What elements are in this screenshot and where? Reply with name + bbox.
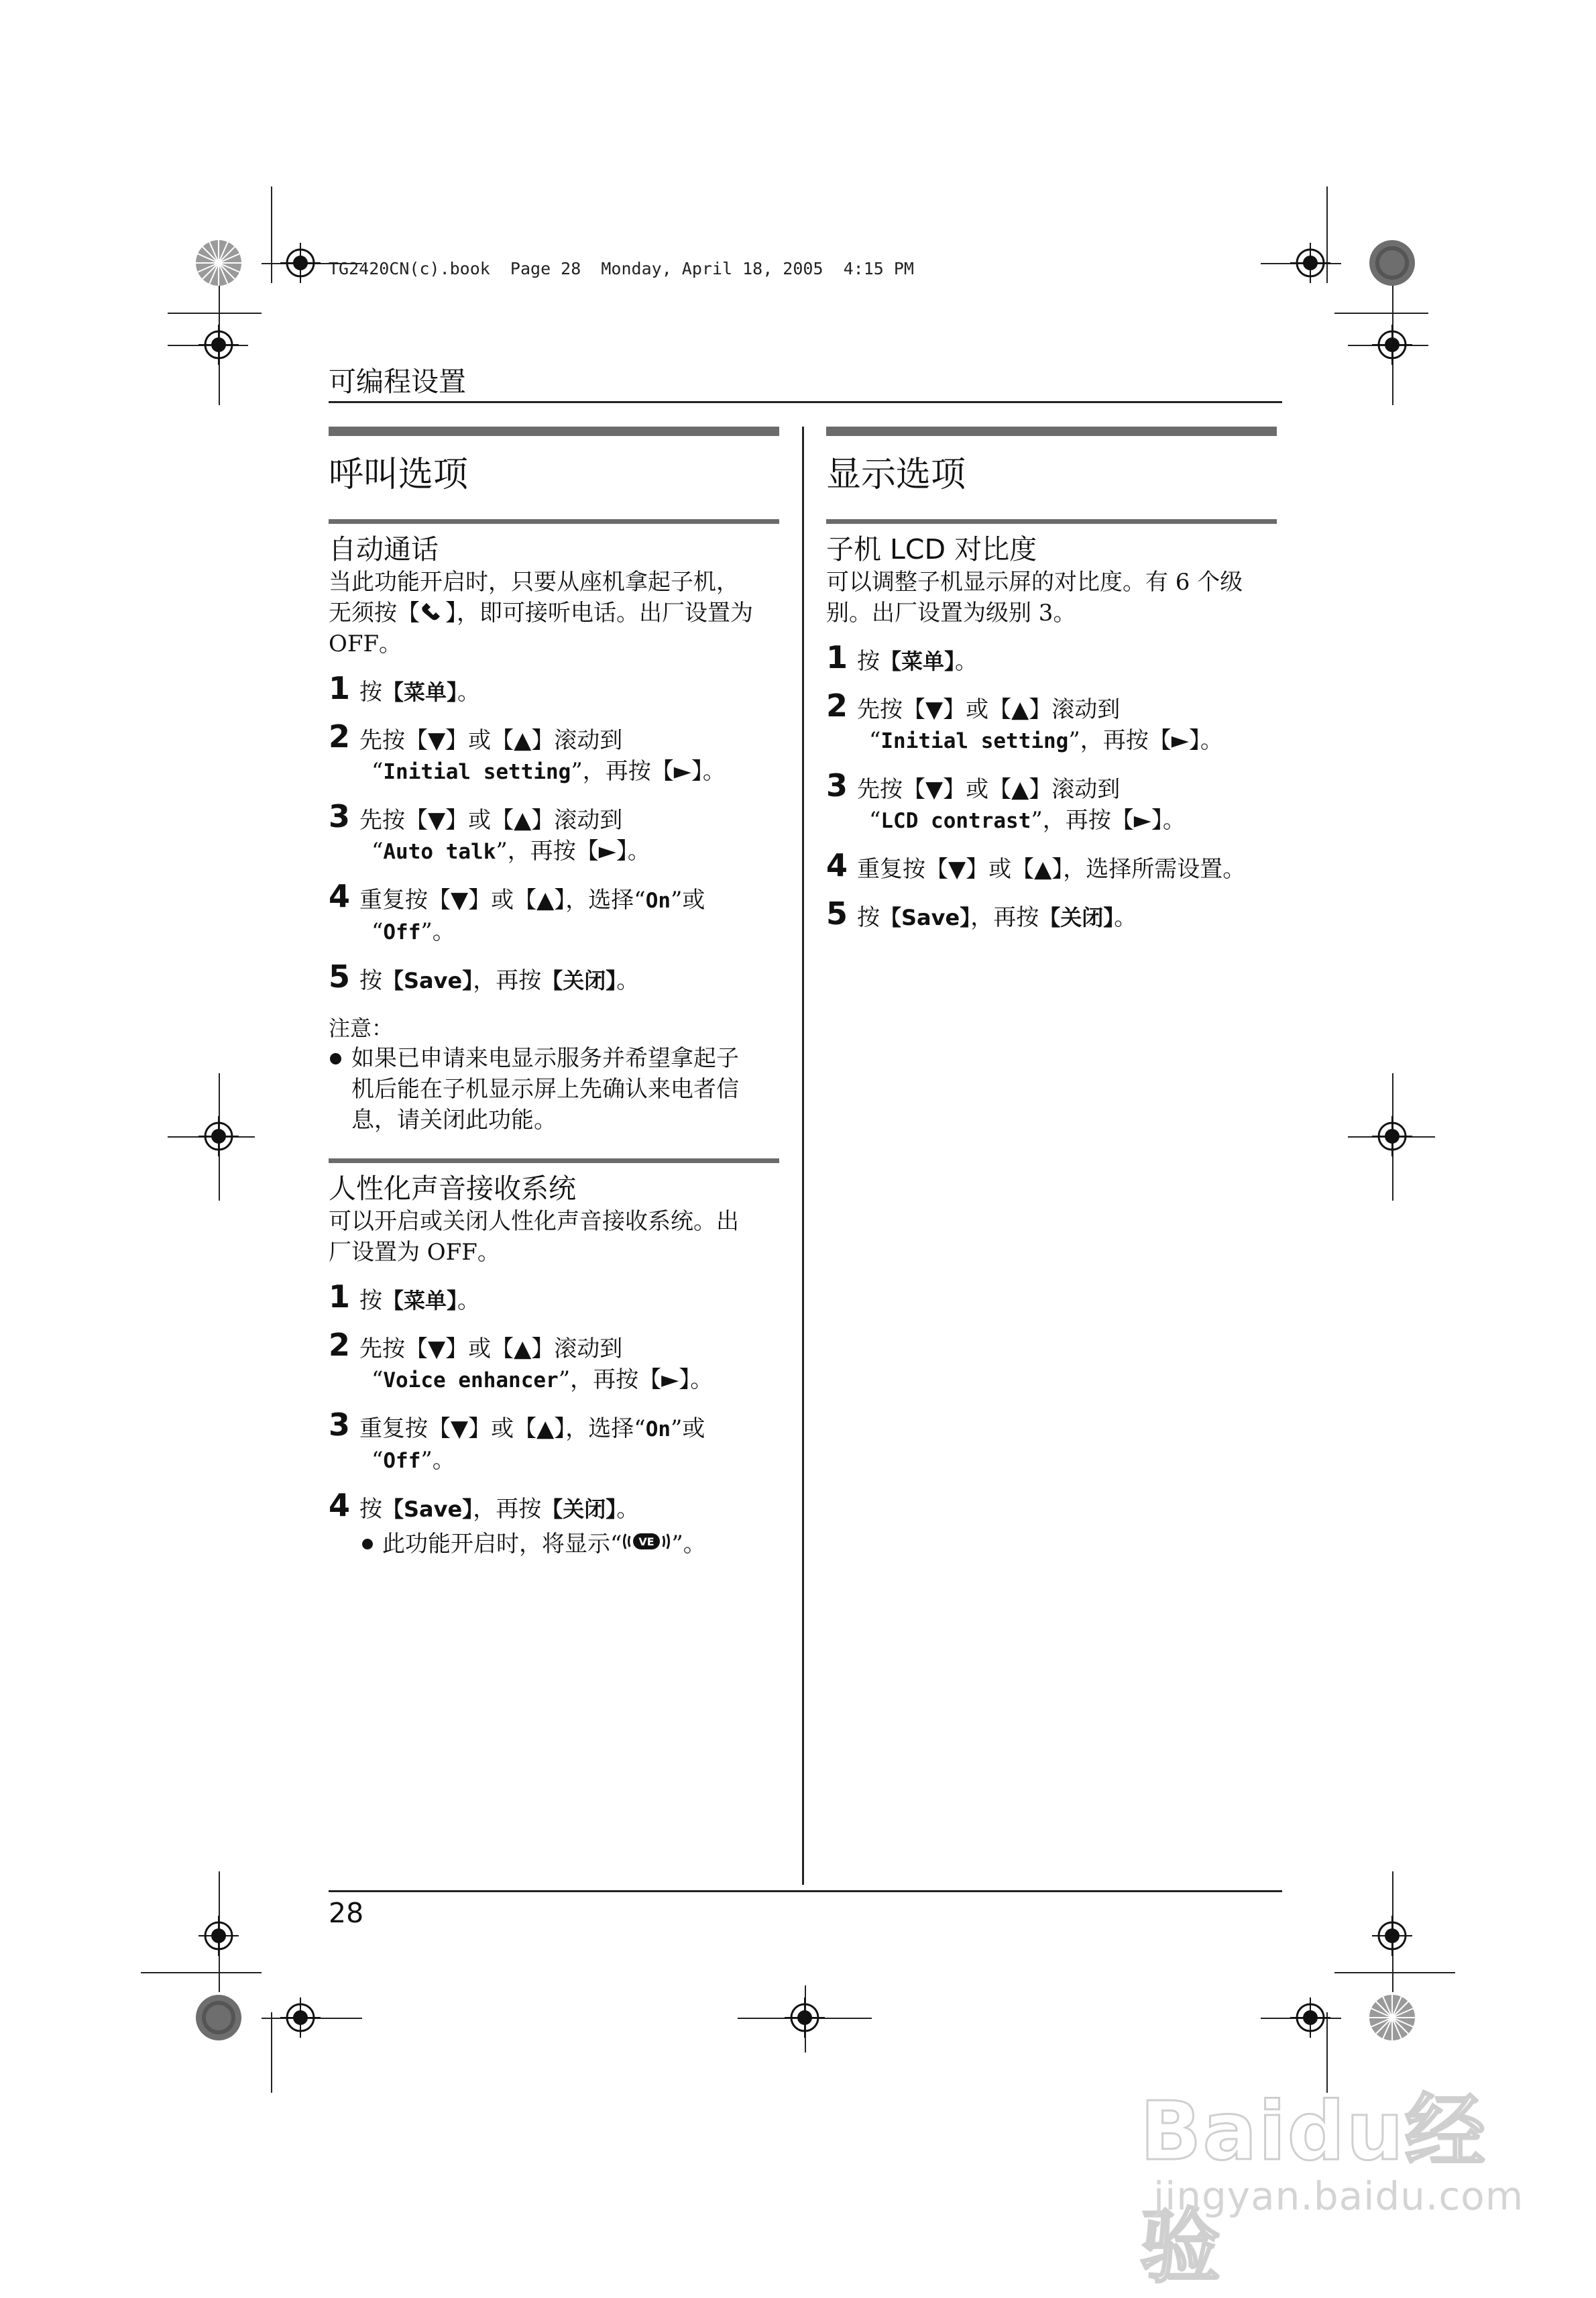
registration-mark-icon xyxy=(1372,325,1412,365)
step-text: 按 xyxy=(359,1287,382,1314)
step-text: ”。 xyxy=(420,1447,455,1474)
subsection-rule xyxy=(329,1158,779,1163)
step-item xyxy=(329,1327,779,1396)
watermark xyxy=(1140,2067,1524,2294)
step-number: 3 xyxy=(826,767,848,804)
crop-mark xyxy=(168,313,262,314)
step-item xyxy=(329,878,779,948)
step-text: 先按【▼】或【▲】滚动到 xyxy=(857,776,1121,803)
step-item xyxy=(329,959,779,996)
step-number: 2 xyxy=(329,1327,351,1363)
step-number: 3 xyxy=(329,1407,351,1443)
step-text: 。 xyxy=(616,967,640,994)
key-label: 【Save】 xyxy=(382,968,473,993)
step-text: 按 xyxy=(359,679,382,706)
step-item xyxy=(826,847,1277,885)
registration-mark-icon xyxy=(1290,1998,1330,2038)
subsection-rule xyxy=(826,519,1277,524)
step-text: ”，再按【►】。 xyxy=(1068,727,1223,754)
step-text: 。 xyxy=(955,648,978,675)
bullet-icon xyxy=(362,1539,373,1549)
key-label: 【关闭】 xyxy=(541,1496,617,1522)
lcd-description xyxy=(826,567,1277,628)
step-text: 先按【▼】或【▲】滚动到 xyxy=(359,727,623,754)
step-item xyxy=(329,1487,779,1561)
registration-mark-icon xyxy=(198,325,239,365)
step-line xyxy=(359,1494,779,1525)
step-line xyxy=(359,836,779,867)
step-text: ，再按 xyxy=(970,904,1039,931)
step-text: 。 xyxy=(457,679,481,706)
step-number: 1 xyxy=(329,670,351,706)
step-number: 3 xyxy=(329,798,351,834)
display-text: Initial setting xyxy=(880,729,1069,753)
step-text: 按 xyxy=(359,967,382,994)
step-text: ”，再按【►】。 xyxy=(571,758,726,785)
registration-mark-icon xyxy=(198,1916,239,1956)
desc-line: 当此功能开启时，只要从座机拿起子机， xyxy=(329,569,739,596)
column-divider xyxy=(802,427,804,1885)
auto-talk-description xyxy=(329,567,779,659)
subsection-rule xyxy=(329,519,779,524)
step-number: 5 xyxy=(329,959,351,995)
step-text: 重复按【▼】或【▲】，选择“ xyxy=(359,1415,646,1442)
display-text: Voice enhancer xyxy=(383,1368,559,1392)
step-number: 2 xyxy=(329,718,351,755)
desc-line xyxy=(329,598,779,628)
step-text: “ xyxy=(372,758,384,785)
step-item xyxy=(826,639,1277,677)
subsection-title-lcd-contrast: 子机 LCD 对比度 xyxy=(826,533,1037,565)
step-line xyxy=(359,916,779,948)
note-bullet xyxy=(329,1043,779,1136)
registration-mark-icon xyxy=(1372,1916,1412,1956)
step-text: “ xyxy=(372,1447,384,1474)
step-line xyxy=(359,1364,779,1396)
step-number: 4 xyxy=(329,878,351,914)
desc-line: 别。出厂设置为级别 3。 xyxy=(826,600,1076,626)
step-item xyxy=(329,1278,779,1316)
step-text: 先按【▼】或【▲】滚动到 xyxy=(857,696,1121,723)
step-text: 。 xyxy=(457,1287,481,1314)
registration-mark-icon xyxy=(1372,1116,1412,1156)
color-target-icon xyxy=(194,239,243,287)
registration-mark-icon xyxy=(280,243,321,283)
desc-line: 可以调整子机显示屏的对比度。有 6 个级 xyxy=(826,569,1243,596)
desc-line: OFF。 xyxy=(329,631,402,657)
page-header: 可编程设置 xyxy=(329,366,466,398)
color-target-icon xyxy=(1368,1993,1416,2042)
key-label: 【关闭】 xyxy=(1039,905,1115,930)
section-bar xyxy=(826,427,1277,436)
section-title-display-options: 显示选项 xyxy=(826,455,966,495)
voice-enhancer-icon xyxy=(622,1530,671,1561)
key-label: 【菜单】 xyxy=(880,649,956,674)
step-item xyxy=(826,767,1277,836)
watermark-brand: Baidu经验 xyxy=(1140,2085,1487,2294)
crop-mark xyxy=(1334,1972,1455,1973)
desc-line: 可以开启或关闭人性化声音接收系统。出 xyxy=(329,1208,739,1235)
step-item xyxy=(329,718,779,787)
step-text: “ xyxy=(372,918,384,945)
step-line xyxy=(857,725,1277,757)
crop-mark xyxy=(271,2012,272,2093)
step-text: 重复按【▼】或【▲】，选择所需设置。 xyxy=(857,856,1246,883)
note-title: 注意： xyxy=(329,1016,394,1041)
step-text: “ xyxy=(869,807,881,834)
step-text: 重复按【▼】或【▲】，选择“ xyxy=(359,887,646,914)
step-number: 4 xyxy=(826,847,848,883)
header-rule xyxy=(329,401,1282,403)
step-text: ”。 xyxy=(420,918,455,945)
key-label: 【关闭】 xyxy=(541,968,617,993)
step-number: 2 xyxy=(826,688,848,724)
display-text: On xyxy=(645,889,671,913)
note-line: 如果已申请来电显示服务并希望拿起子 xyxy=(351,1045,739,1072)
footer-rule xyxy=(329,1890,1282,1892)
step-text: 。 xyxy=(1114,904,1137,931)
crop-mark xyxy=(271,186,272,283)
step-text: 按 xyxy=(857,648,880,675)
step-number: 1 xyxy=(826,639,848,675)
desc-text: 无须按【 xyxy=(329,600,420,626)
section-title-call-options: 呼叫选项 xyxy=(329,455,469,495)
key-label: 【菜单】 xyxy=(382,1288,458,1313)
step-bullet xyxy=(359,1529,779,1561)
step-text: ，再按 xyxy=(473,1496,542,1523)
registration-mark-icon xyxy=(280,1998,321,2038)
registration-mark-icon xyxy=(1290,243,1330,283)
file-info: TG2420CN(c).book Page 28 Monday, April 18, 2005 4:15 PM xyxy=(329,259,914,278)
step-text: ”。 xyxy=(671,1531,706,1557)
step-text: ”，再按【►】。 xyxy=(1031,807,1186,834)
step-text: ”，再按【►】。 xyxy=(496,838,650,865)
right-column xyxy=(826,427,1277,933)
step-text: 先按【▼】或【▲】滚动到 xyxy=(359,1335,623,1362)
registration-mark-icon xyxy=(785,1998,825,2038)
display-text: Off xyxy=(383,1449,421,1473)
step-text: “ xyxy=(372,838,384,865)
display-text: LCD contrast xyxy=(880,809,1031,833)
step-item xyxy=(826,895,1277,933)
step-text: ”或 xyxy=(671,1415,705,1442)
display-text: Initial setting xyxy=(383,760,571,784)
color-target-icon xyxy=(194,1993,243,2042)
key-label: 【Save】 xyxy=(880,905,971,930)
voice-description xyxy=(329,1206,779,1268)
step-text: ”，再按【►】。 xyxy=(558,1366,714,1393)
color-target-icon xyxy=(1368,239,1416,287)
watermark-url: jingyan.baidu.com xyxy=(1153,2173,1524,2219)
step-text: ”或 xyxy=(671,887,705,914)
step-item xyxy=(329,798,779,867)
step-text: 按 xyxy=(359,1496,382,1523)
step-number: 4 xyxy=(329,1487,351,1523)
step-line xyxy=(359,1413,779,1445)
step-text: 。 xyxy=(616,1496,640,1523)
step-line xyxy=(359,1445,779,1476)
step-number: 1 xyxy=(329,1278,351,1315)
desc-line: 厂设置为 OFF。 xyxy=(329,1239,500,1266)
step-item xyxy=(329,670,779,708)
step-line xyxy=(359,885,779,916)
registration-mark-icon xyxy=(198,1116,239,1156)
crop-mark xyxy=(1334,313,1428,314)
note-line: 息，请关闭此功能。 xyxy=(351,1107,557,1134)
desc-text: 】，即可接听电话。出厂设置为 xyxy=(445,600,753,626)
step-line xyxy=(857,805,1277,836)
display-text: Auto talk xyxy=(383,840,496,864)
ve-icon-text: VE xyxy=(638,1535,655,1548)
subsection-title-voice-enhancer: 人性化声音接收系统 xyxy=(329,1172,576,1205)
step-text: 先按【▼】或【▲】滚动到 xyxy=(359,807,623,834)
bullet-icon xyxy=(330,1053,341,1064)
step-item xyxy=(329,1407,779,1476)
talk-key-icon xyxy=(420,600,445,626)
step-text: 此功能开启时，将显示“ xyxy=(382,1531,622,1557)
display-text: Off xyxy=(383,920,421,944)
key-label: 【菜单】 xyxy=(382,679,458,705)
step-text: “ xyxy=(372,1366,384,1393)
crop-mark xyxy=(141,1972,262,1973)
step-number: 5 xyxy=(826,895,848,932)
page-number: 28 xyxy=(329,1897,364,1929)
step-text: ，再按 xyxy=(473,967,542,994)
step-text: 按 xyxy=(857,904,880,931)
step-text: “ xyxy=(869,727,881,754)
subsection-title-auto-talk: 自动通话 xyxy=(329,533,439,565)
key-label: 【Save】 xyxy=(382,1496,473,1522)
step-item xyxy=(826,688,1277,757)
display-text: On xyxy=(645,1417,671,1441)
note-line: 机后能在子机显示屏上先确认来电者信 xyxy=(351,1076,739,1103)
step-line xyxy=(359,756,779,787)
section-bar xyxy=(329,427,779,436)
left-column xyxy=(329,427,779,1561)
